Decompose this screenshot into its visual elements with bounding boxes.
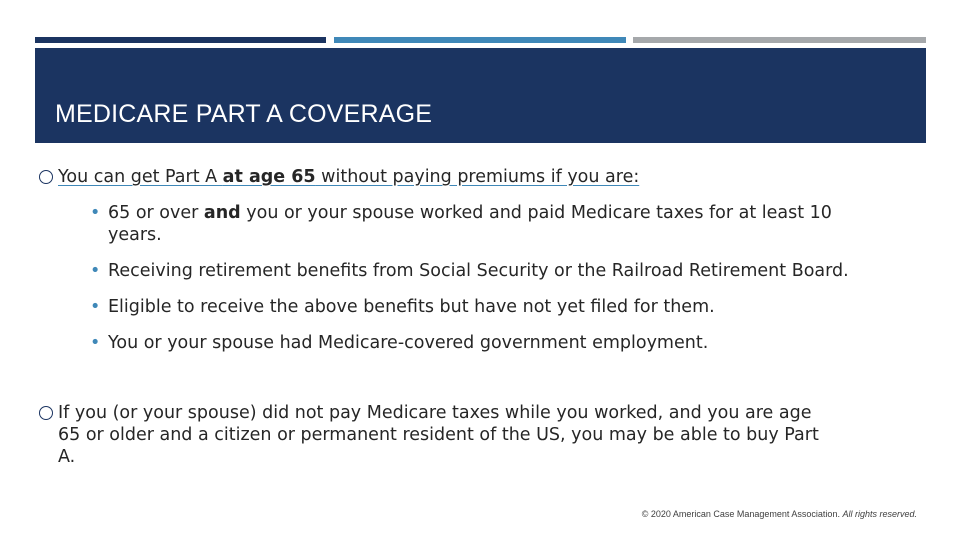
footer-rights: All rights reserved. [842,509,917,519]
sub-bullet-3: • Eligible to receive the above benefits but have not yet filed for them. [90,297,715,317]
accent-bar-navy [35,37,326,43]
slide-content [37,166,917,468]
circle-bullet-icon [39,170,53,184]
dot-bullet-icon: • [90,203,101,223]
title-band [35,48,926,143]
bullet-point-2 [37,402,837,468]
circle-bullet-icon [39,406,53,420]
slide-title: MEDICARE PART A COVERAGE [55,100,433,128]
dot-bullet-icon: • [90,297,101,317]
accent-bar-blue [334,37,626,43]
bullet-point-1 [37,166,917,188]
sub-bullet-2: • Receiving retirement benefits from Social Security or the Railroad Retirement Board. [90,261,849,281]
sub-bullet-4: • You or your spouse had Medicare-covered government employment. [90,333,709,353]
footer-copyright: © 2020 American Case Management Association. All rights reserved. [641,509,917,519]
accent-bar-gray [633,37,926,43]
dot-bullet-icon: • [90,261,101,281]
point-1-text: You can get Part A at age 65 without paying premiums if you are: [58,167,640,187]
dot-bullet-icon: • [90,333,101,353]
sub-bullet-1: • 65 or over and you or your spouse worked and paid Medicare taxes for at least 10 years. [90,203,832,245]
point-2-text: If you (or your spouse) did not pay Medicare taxes while you worked, and you are age 65 or older and a citizen or permanent resident of the US, you may be able to buy Part A. [58,403,819,467]
